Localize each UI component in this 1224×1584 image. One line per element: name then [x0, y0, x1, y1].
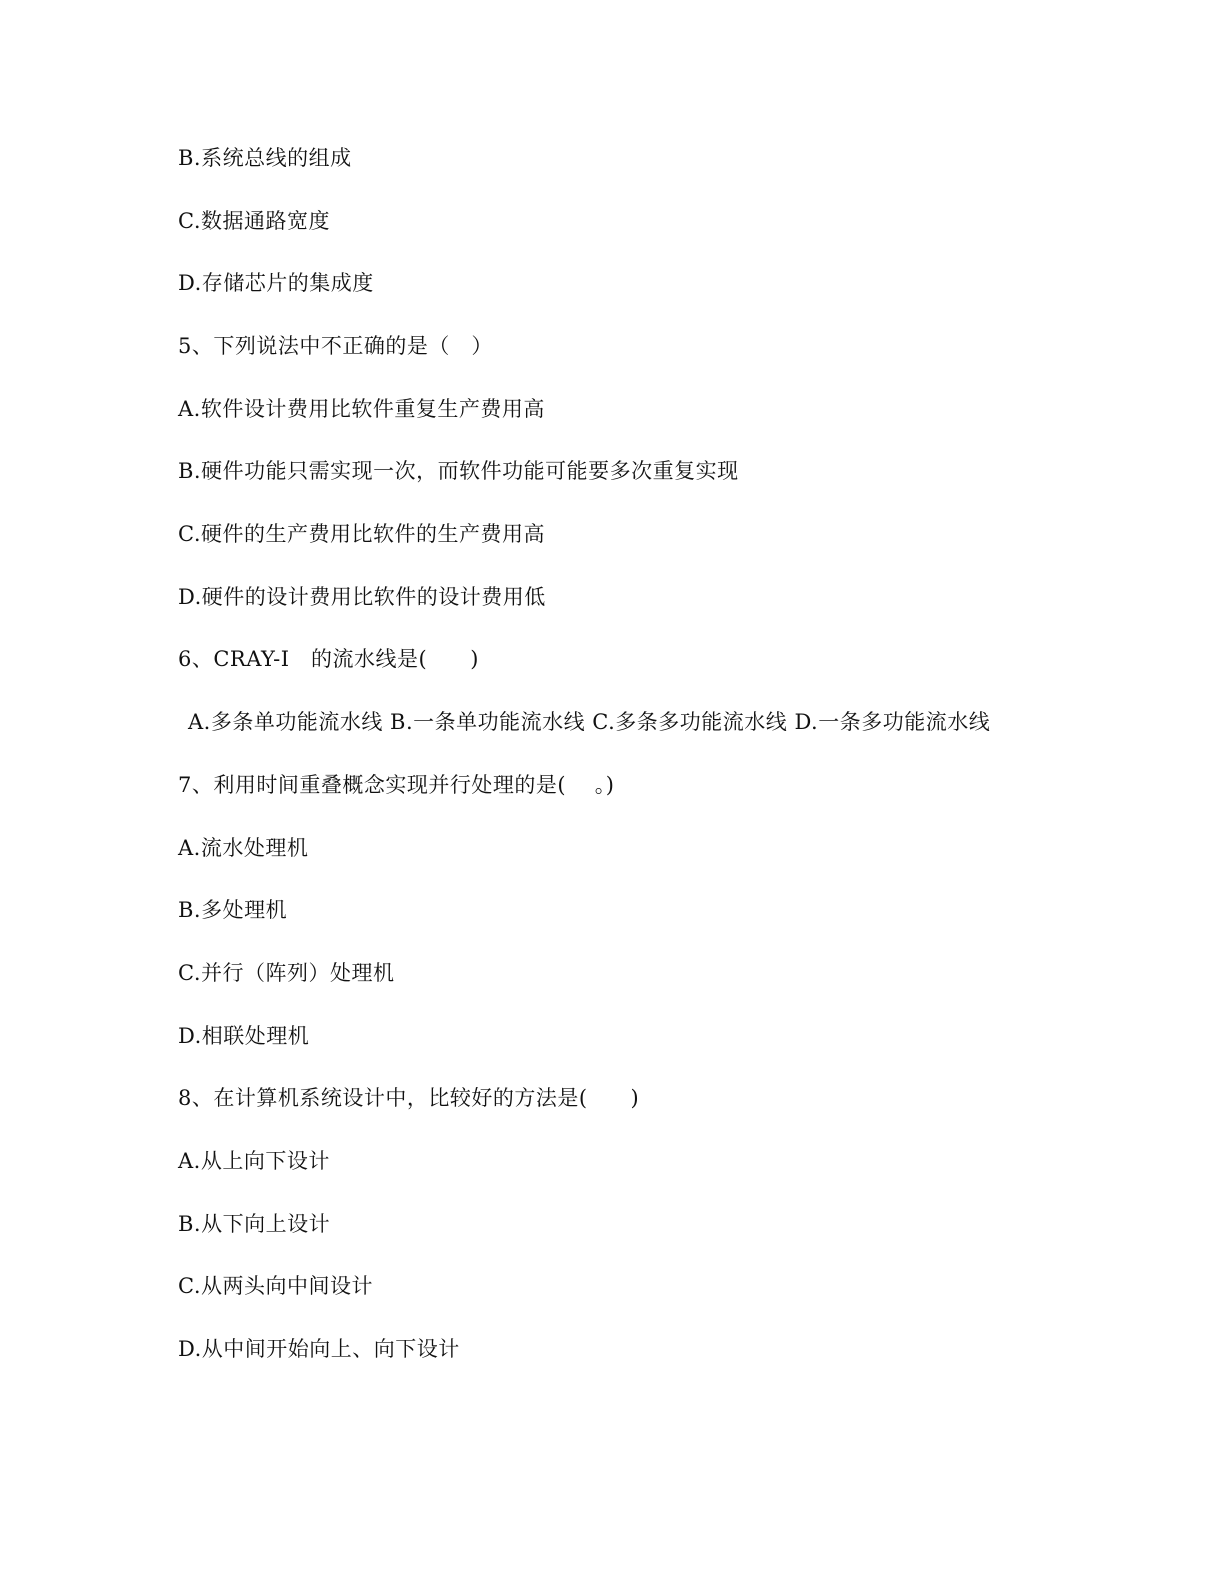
- question-line: 7、利用时间重叠概念实现并行处理的是( 。): [178, 773, 615, 797]
- option-line: C.硬件的生产费用比软件的生产费用高: [178, 522, 545, 546]
- option-line: C.从两头向中间设计: [178, 1274, 373, 1298]
- option-line: A.软件设计费用比软件重复生产费用高: [178, 397, 545, 421]
- option-line: B.系统总线的组成: [178, 146, 352, 170]
- inline-options-line: A.多条单功能流水线 B.一条单功能流水线 C.多条多功能流水线 D.一条多功能流水线: [188, 710, 991, 734]
- option-line: B.硬件功能只需实现一次，而软件功能可能要多次重复实现: [178, 459, 739, 483]
- question-line: 5、下列说法中不正确的是（ ）: [178, 334, 493, 358]
- option-line: D.相联处理机: [178, 1024, 310, 1048]
- option-line: B.多处理机: [178, 898, 288, 922]
- option-line: A.从上向下设计: [178, 1149, 330, 1173]
- question-line: 6、CRAY-I 的流水线是( ): [178, 647, 479, 671]
- option-line: C.并行（阵列）处理机: [178, 961, 395, 985]
- option-line: D.硬件的设计费用比软件的设计费用低: [178, 585, 546, 609]
- option-line: A.流水处理机: [178, 836, 309, 860]
- option-line: B.从下向上设计: [178, 1212, 331, 1236]
- option-line: D.存储芯片的集成度: [178, 271, 374, 295]
- option-line: D.从中间开始向上、向下设计: [178, 1337, 460, 1361]
- question-line: 8、在计算机系统设计中，比较好的方法是( ): [178, 1086, 640, 1110]
- option-line: C.数据通路宽度: [178, 209, 330, 233]
